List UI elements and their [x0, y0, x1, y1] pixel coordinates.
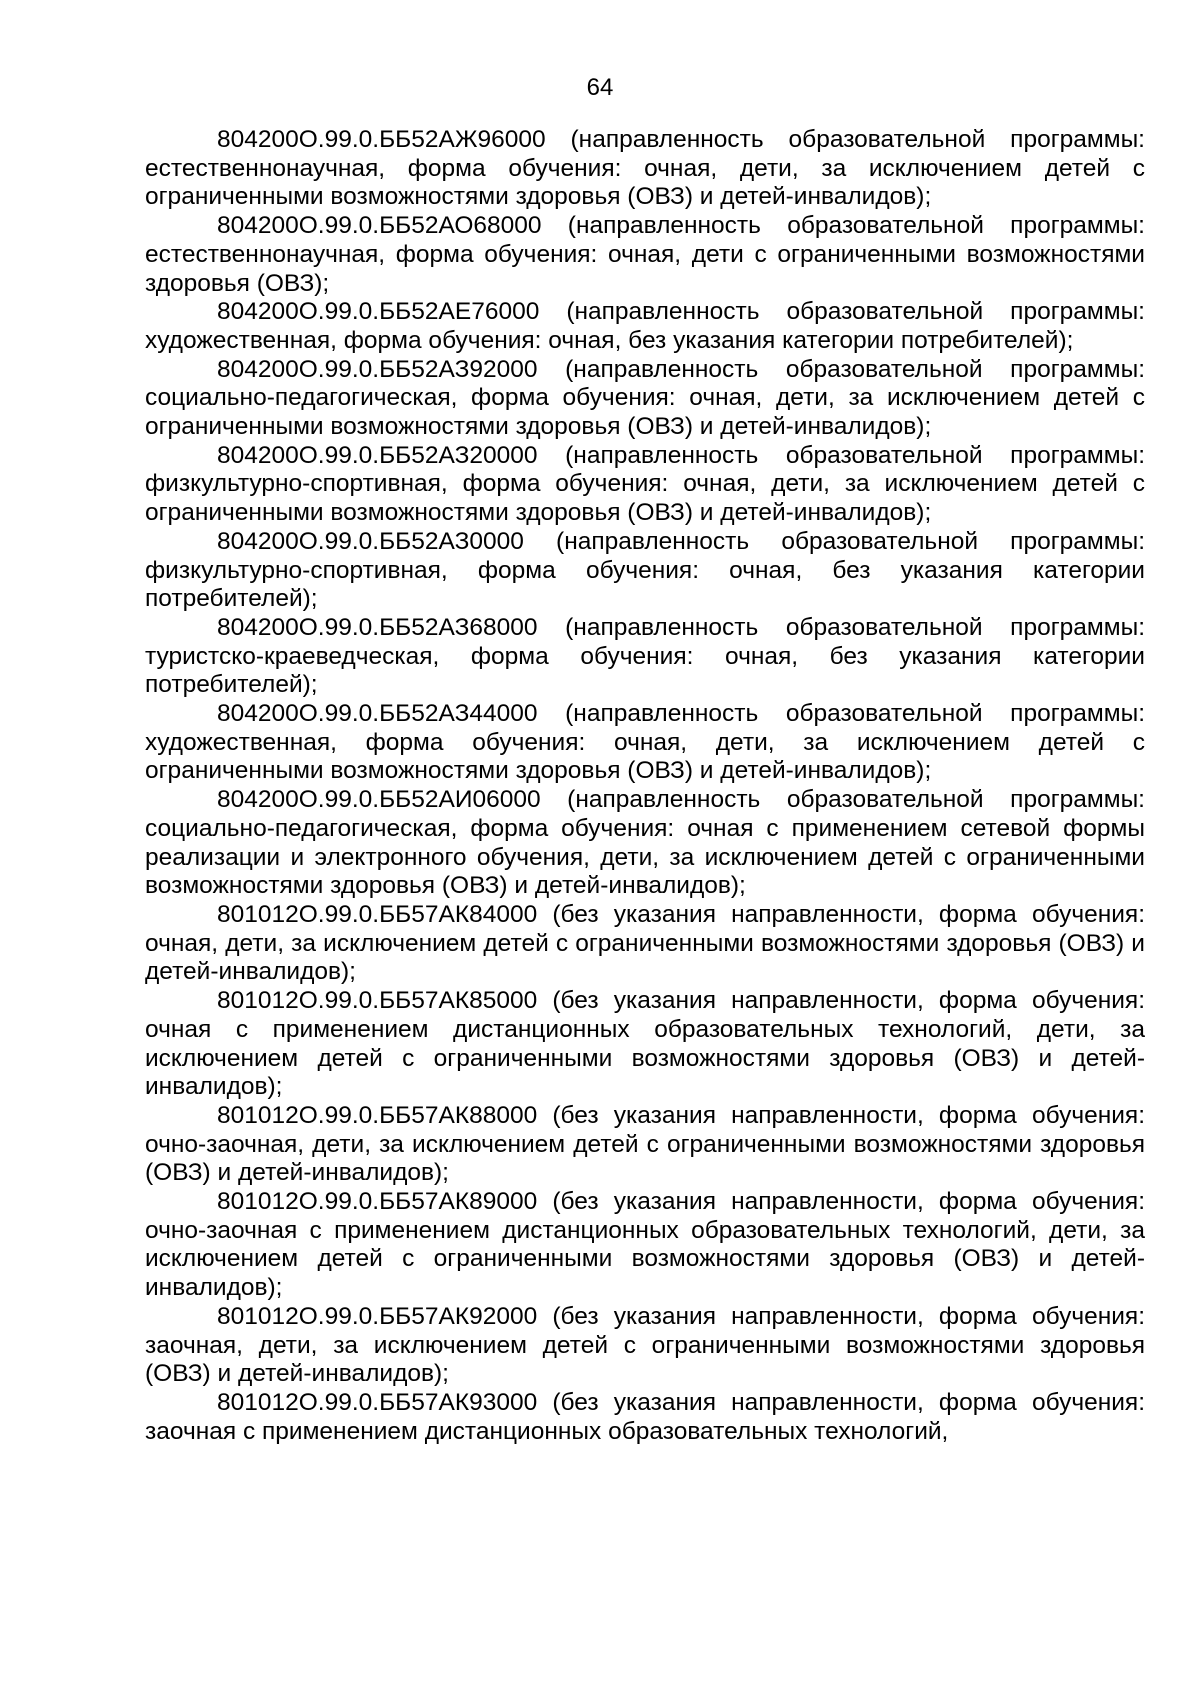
page-number: 64	[586, 74, 614, 101]
paragraph: 804200О.99.0.ББ52АЗ20000 (направленность образовательной программы: физкультурно-спортивная, форма обучения: очная, дети, за исключением детей с ограниченными возможностями здоровья (ОВЗ) и детей-инвалидов);	[145, 441, 1145, 527]
document-body	[145, 126, 1145, 1446]
paragraph: 801012О.99.0.ББ57АК93000 (без указания направленности, форма обучения: заочная с применением дистанционных образовательных технологий,	[145, 1388, 1145, 1445]
paragraph: 804200О.99.0.ББ52АЖ96000 (направленность образовательной программы: естественнонаучная, форма обучения: очная, дети, за исключением детей с ограниченными возможностями здоровья (ОВЗ) и детей-инвалидов);	[145, 126, 1145, 211]
paragraph: 804200О.99.0.ББ52АЗ92000 (направленность образовательной программы: социально-педагогическая, форма обучения: очная, дети, за исключением детей с ограниченными возможностями здоровья (ОВЗ) и детей-инвалидов);	[145, 355, 1145, 441]
paragraph: 801012О.99.0.ББ57АК85000 (без указания направленности, форма обучения: очная с применением дистанционных образовательных технологий, дети, за исключением детей с ограниченными возможностями здоровья (ОВЗ) и детей-инвалидов);	[145, 987, 1145, 1101]
paragraph: 804200О.99.0.ББ52АО68000 (направленность образовательной программы: естественнонаучная, форма обучения: очная, дети с ограниченными возможностями здоровья (ОВЗ);	[145, 212, 1145, 297]
paragraph: 804200О.99.0.ББ52АИ06000 (направленность образовательной программы: социально-педагогическая, форма обучения: очная с применением сетевой формы реализации и электронного обучения, дети, за исключением детей с ограниченными возможностями здоровья (ОВЗ) и детей-инвалидов);	[145, 786, 1145, 900]
paragraph: 801012О.99.0.ББ57АК84000 (без указания направленности, форма обучения: очная, дети, за исключением детей с ограниченными возможностями здоровья (ОВЗ) и детей-инвалидов);	[145, 900, 1145, 986]
paragraph: 804200О.99.0.ББ52АЗ0000 (направленность образовательной программы: физкультурно-спортивная, форма обучения: очная, без указания категории потребителей);	[145, 527, 1145, 613]
paragraph: 804200О.99.0.ББ52АЗ44000 (направленность образовательной программы: художественная, форма обучения: очная, дети, за исключением детей с ограниченными возможностями здоровья (ОВЗ) и детей-инвалидов);	[145, 700, 1145, 785]
paragraph: 801012О.99.0.ББ57АК89000 (без указания направленности, форма обучения: очно-заочная с применением дистанционных образовательных технологий, дети, за исключением детей с ограниченными возможностями здоровья (ОВЗ) и детей-инвалидов);	[145, 1188, 1145, 1302]
paragraph: 804200О.99.0.ББ52АЗ68000 (направленность образовательной программы: туристско-краеведческая, форма обучения: очная, без указания категории потребителей);	[145, 613, 1145, 699]
paragraph: 804200О.99.0.ББ52АЕ76000 (направленность образовательной программы: художественная, форма обучения: очная, без указания категории потребителей);	[145, 298, 1145, 354]
paragraph: 801012О.99.0.ББ57АК88000 (без указания направленности, форма обучения: очно-заочная, дети, за исключением детей с ограниченными возможностями здоровья (ОВЗ) и детей-инвалидов);	[145, 1101, 1145, 1187]
paragraph: 801012О.99.0.ББ57АК92000 (без указания направленности, форма обучения: заочная, дети, за исключением детей с ограниченными возможностями здоровья (ОВЗ) и детей-инвалидов);	[145, 1302, 1145, 1388]
